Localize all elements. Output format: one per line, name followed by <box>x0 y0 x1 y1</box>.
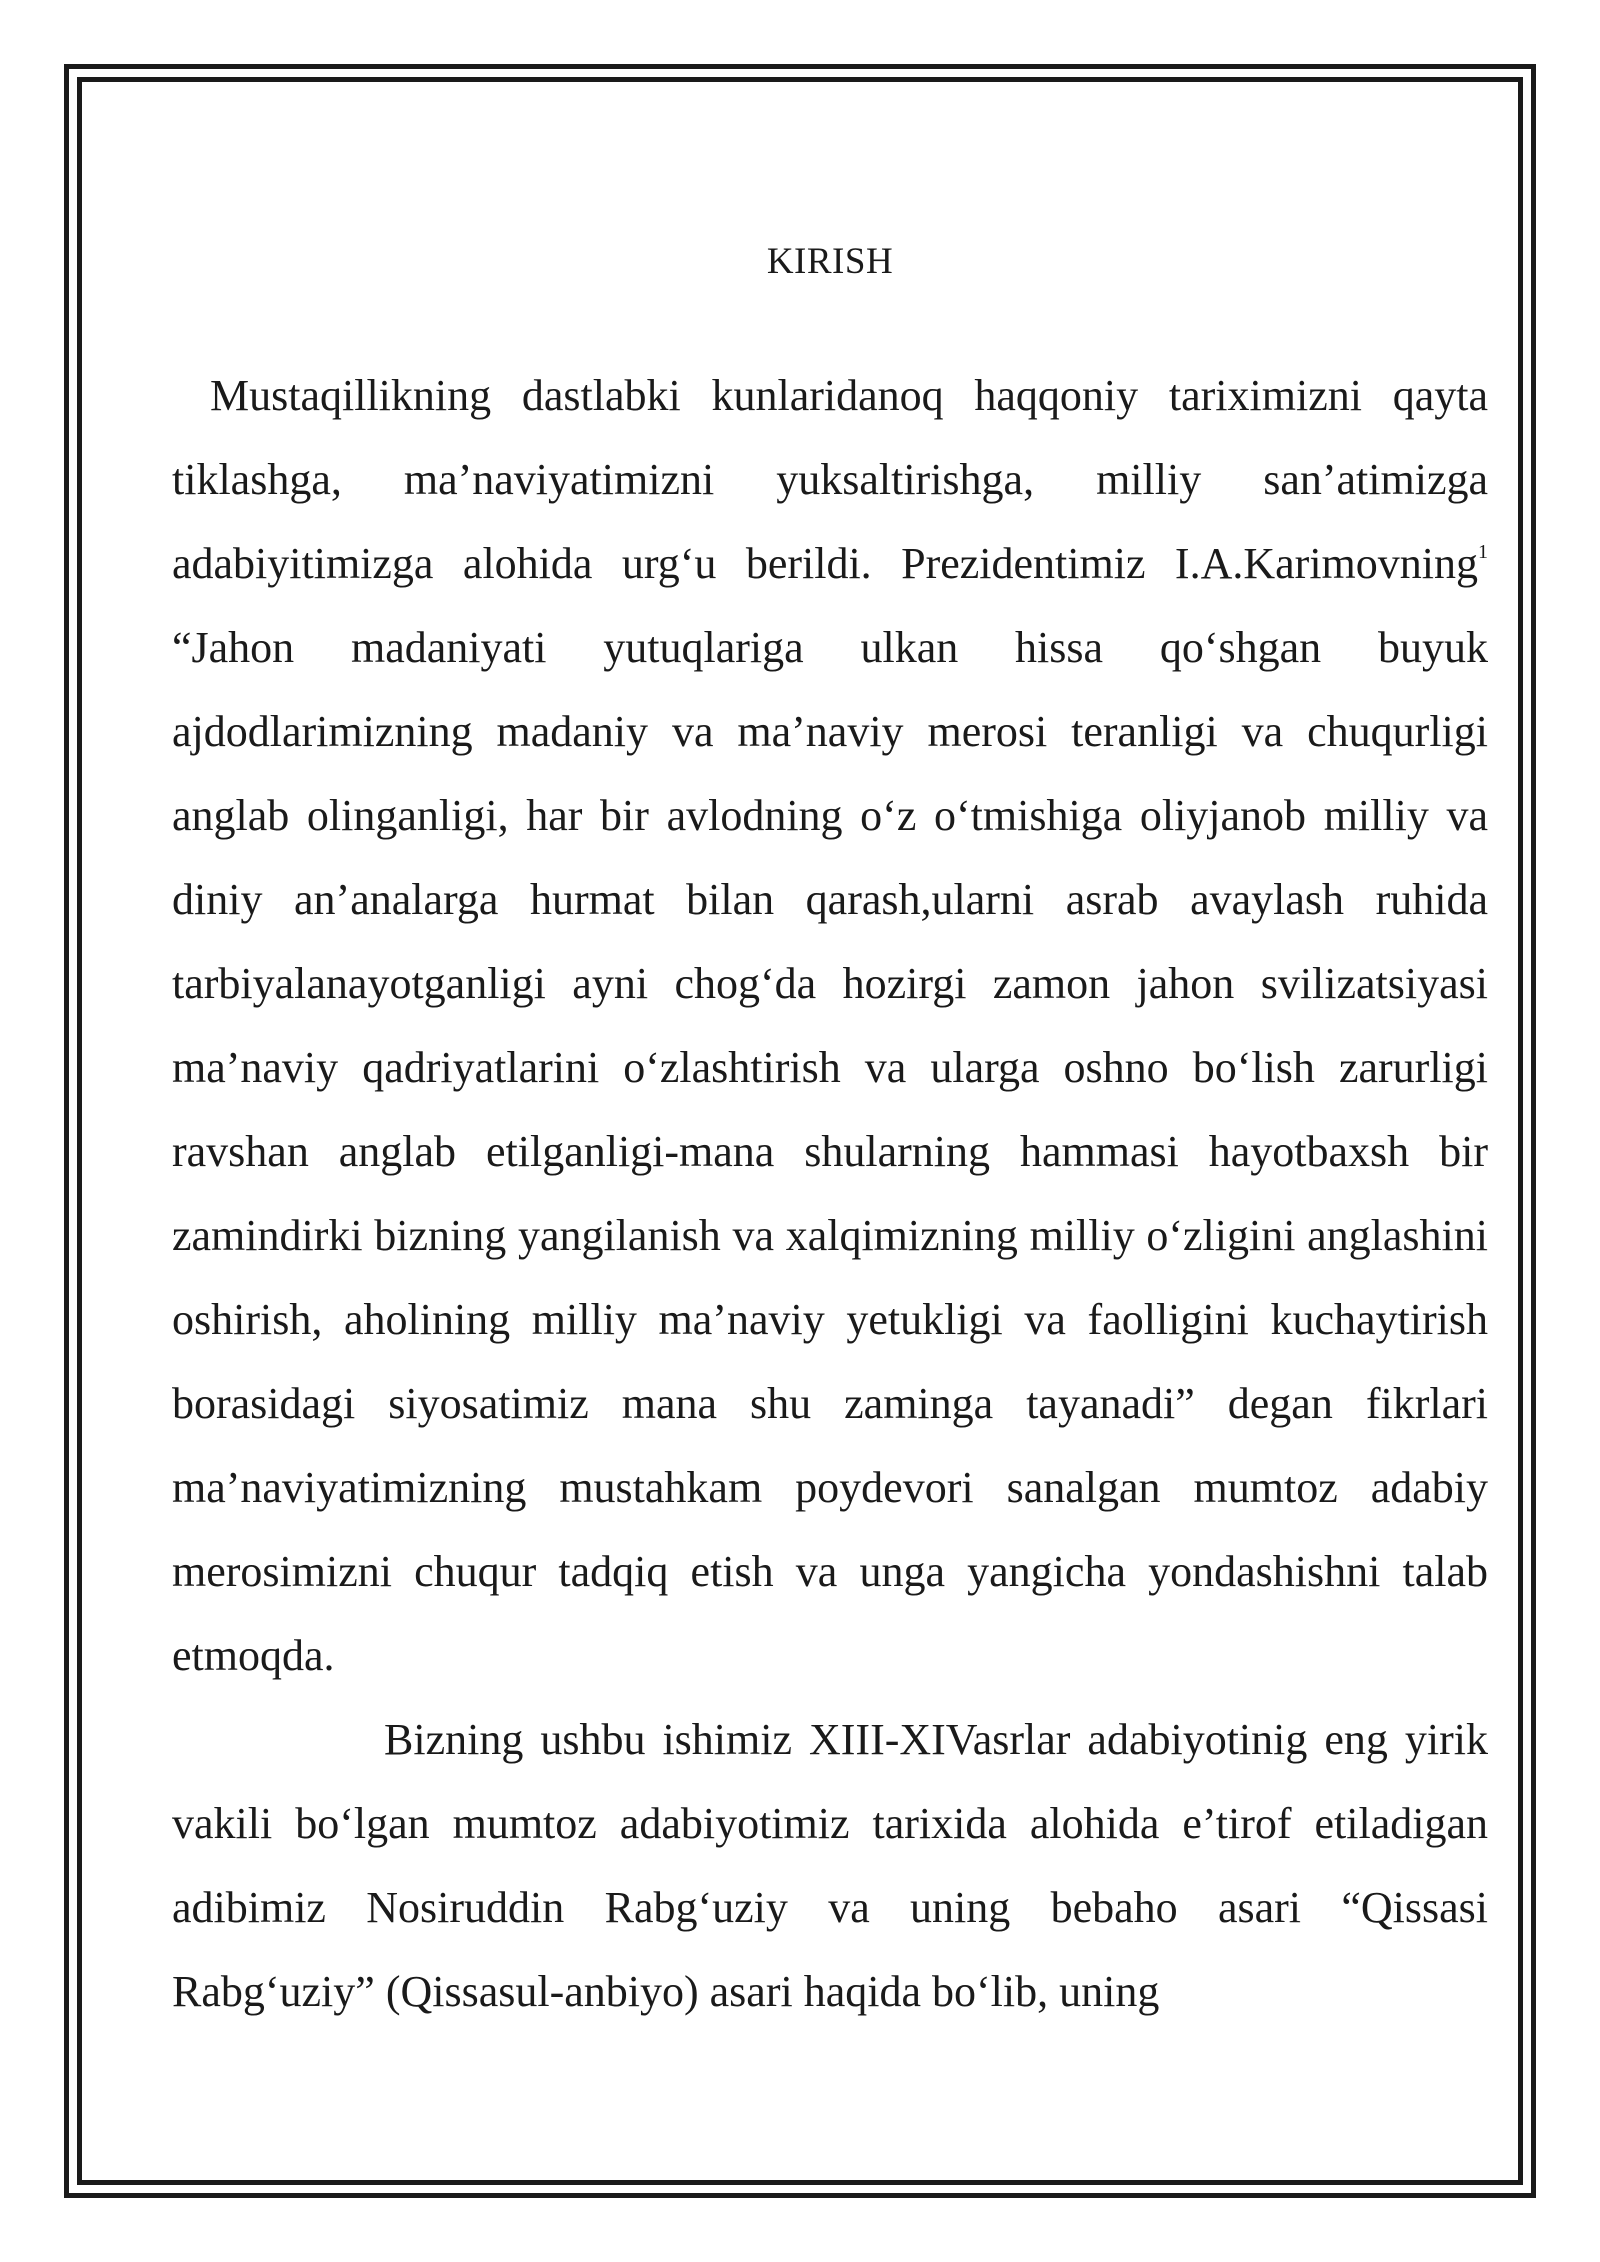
footnote-marker[interactable]: 1 <box>1478 541 1488 564</box>
document-body <box>172 230 1488 2034</box>
paragraph-intro <box>172 354 1488 1698</box>
section-heading: KIRISH <box>766 241 894 282</box>
paragraph-second: Bizning ushbu ishimiz XIII-XIVasrlar adabiyotinig eng yirik vakili bo‘lgan mumtoz adabiyotimiz tarixida alohida e’tirof etiladigan adibimiz Nosiruddin Rabg‘uziy va uning bebaho asari “Qissasi Rabg‘uziy” (Qissasul-anbiyo) asari haqida bo‘lib, uning <box>172 1715 1488 2016</box>
paragraph-intro-text-rest: “Jahon madaniyati yutuqlariga ulkan hissa qo‘shgan buyuk ajdodlarimizning madaniy va ma’naviy merosi teranligi va chuqurligi anglab olinganligi, har bir avlodning o‘z o‘tmishiga oliyjanob milliy va diniy an’analarga hurmat bilan qarash,ularni asrab avaylash ruhida tarbiyalanayotganligi ayni chog‘da hozirgi zamon jahon svilizatsiyasi ma’naviy qadriyatlarini o‘zlashtirish va ularga oshno bo‘lish zarurligi ravshan anglab etilganligi-mana shularning hammasi hayotbaxsh bir zamindirki bizning yangilanish va xalqimizning milliy o‘zligini anglashini oshirish, aholining milliy ma’naviy yetukligi va faolligini kuchaytirish borasidagi siyosatimiz mana shu zaminga tayanadi” degan fikrlari ma’naviyatimizning mustahkam poydevori sanalgan mumtoz adabiy merosimizni chuqur tadqiq etish va unga yangicha yondashishni talab etmoqda. <box>172 623 1488 1680</box>
paragraph-intro-text-start: Mustaqillikning dastlabki kunlaridanoq haqqoniy tariximizni qayta tiklashga, ma’naviyatimizni yuksaltirishga, milliy san’atimizga adabiyitimizga alohida urg‘u berildi. Prezidentimiz I.A.Karimovning <box>172 371 1488 588</box>
